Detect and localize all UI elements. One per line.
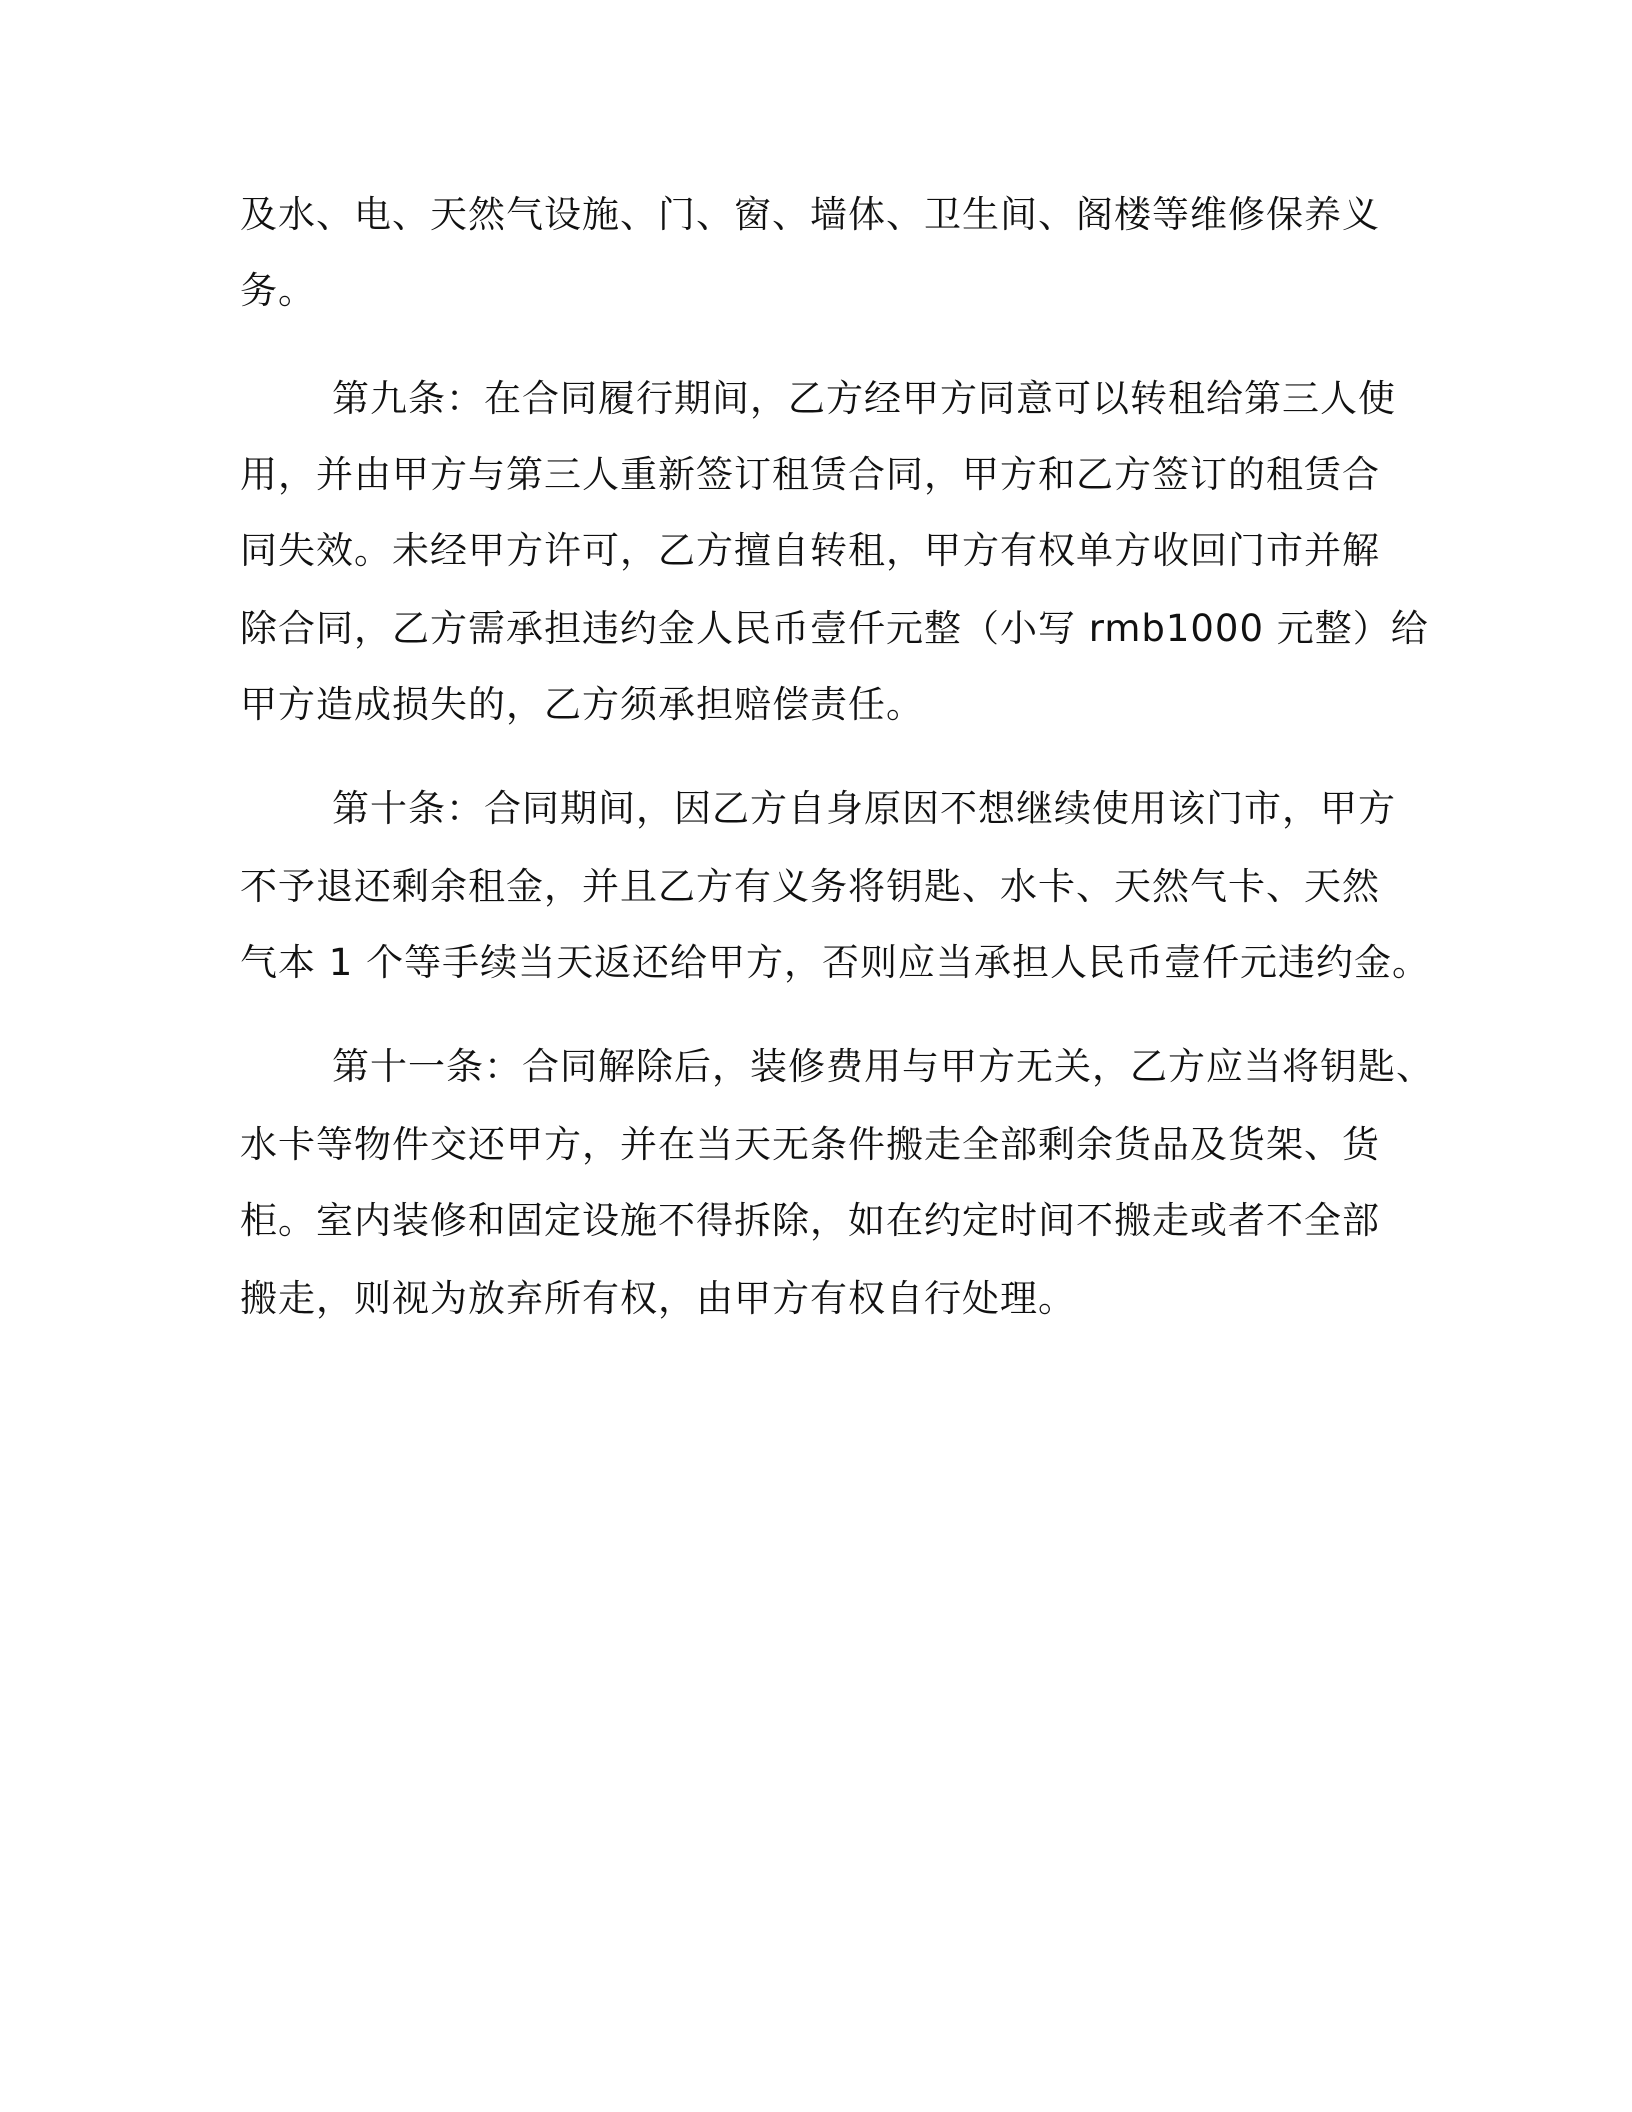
- paragraph-line: 水卡等物件交还甲方，并在当天无条件搬走全部剩余货品及货架、货: [240, 1123, 1380, 1166]
- article-11-heading-line: 第十一条：合同解除后，装修费用与甲方无关，乙方应当将钥匙、: [332, 1045, 1434, 1088]
- paragraph-line: 气本 1 个等手续当天返还给甲方，否则应当承担人民币壹仟元违约金。: [240, 941, 1431, 984]
- paragraph-line: 及水、电、天然气设施、门、窗、墙体、卫生间、阁楼等维修保养义: [240, 193, 1380, 236]
- paragraph-line: 除合同，乙方需承担违约金人民币壹仟元整（小写 rmb1000 元整）给: [240, 607, 1429, 650]
- paragraph-line: 柜。室内装修和固定设施不得拆除，如在约定时间不搬走或者不全部: [240, 1199, 1380, 1242]
- paragraph-line: 务。: [240, 269, 316, 312]
- paragraph-line: 不予退还剩余租金，并且乙方有义务将钥匙、水卡、天然气卡、天然: [240, 865, 1380, 908]
- paragraph-line: 甲方造成损失的，乙方须承担赔偿责任。: [240, 683, 924, 726]
- paragraph-line: 搬走，则视为放弃所有权，由甲方有权自行处理。: [240, 1277, 1076, 1320]
- article-9-heading-line: 第九条：在合同履行期间，乙方经甲方同意可以转租给第三人使: [332, 377, 1396, 420]
- paragraph-line: 用，并由甲方与第三人重新签订租赁合同，甲方和乙方签订的租赁合: [240, 453, 1380, 496]
- article-10-heading-line: 第十条：合同期间，因乙方自身原因不想继续使用该门市，甲方: [332, 787, 1396, 830]
- paragraph-line: 同失效。未经甲方许可，乙方擅自转租，甲方有权单方收回门市并解: [240, 529, 1380, 572]
